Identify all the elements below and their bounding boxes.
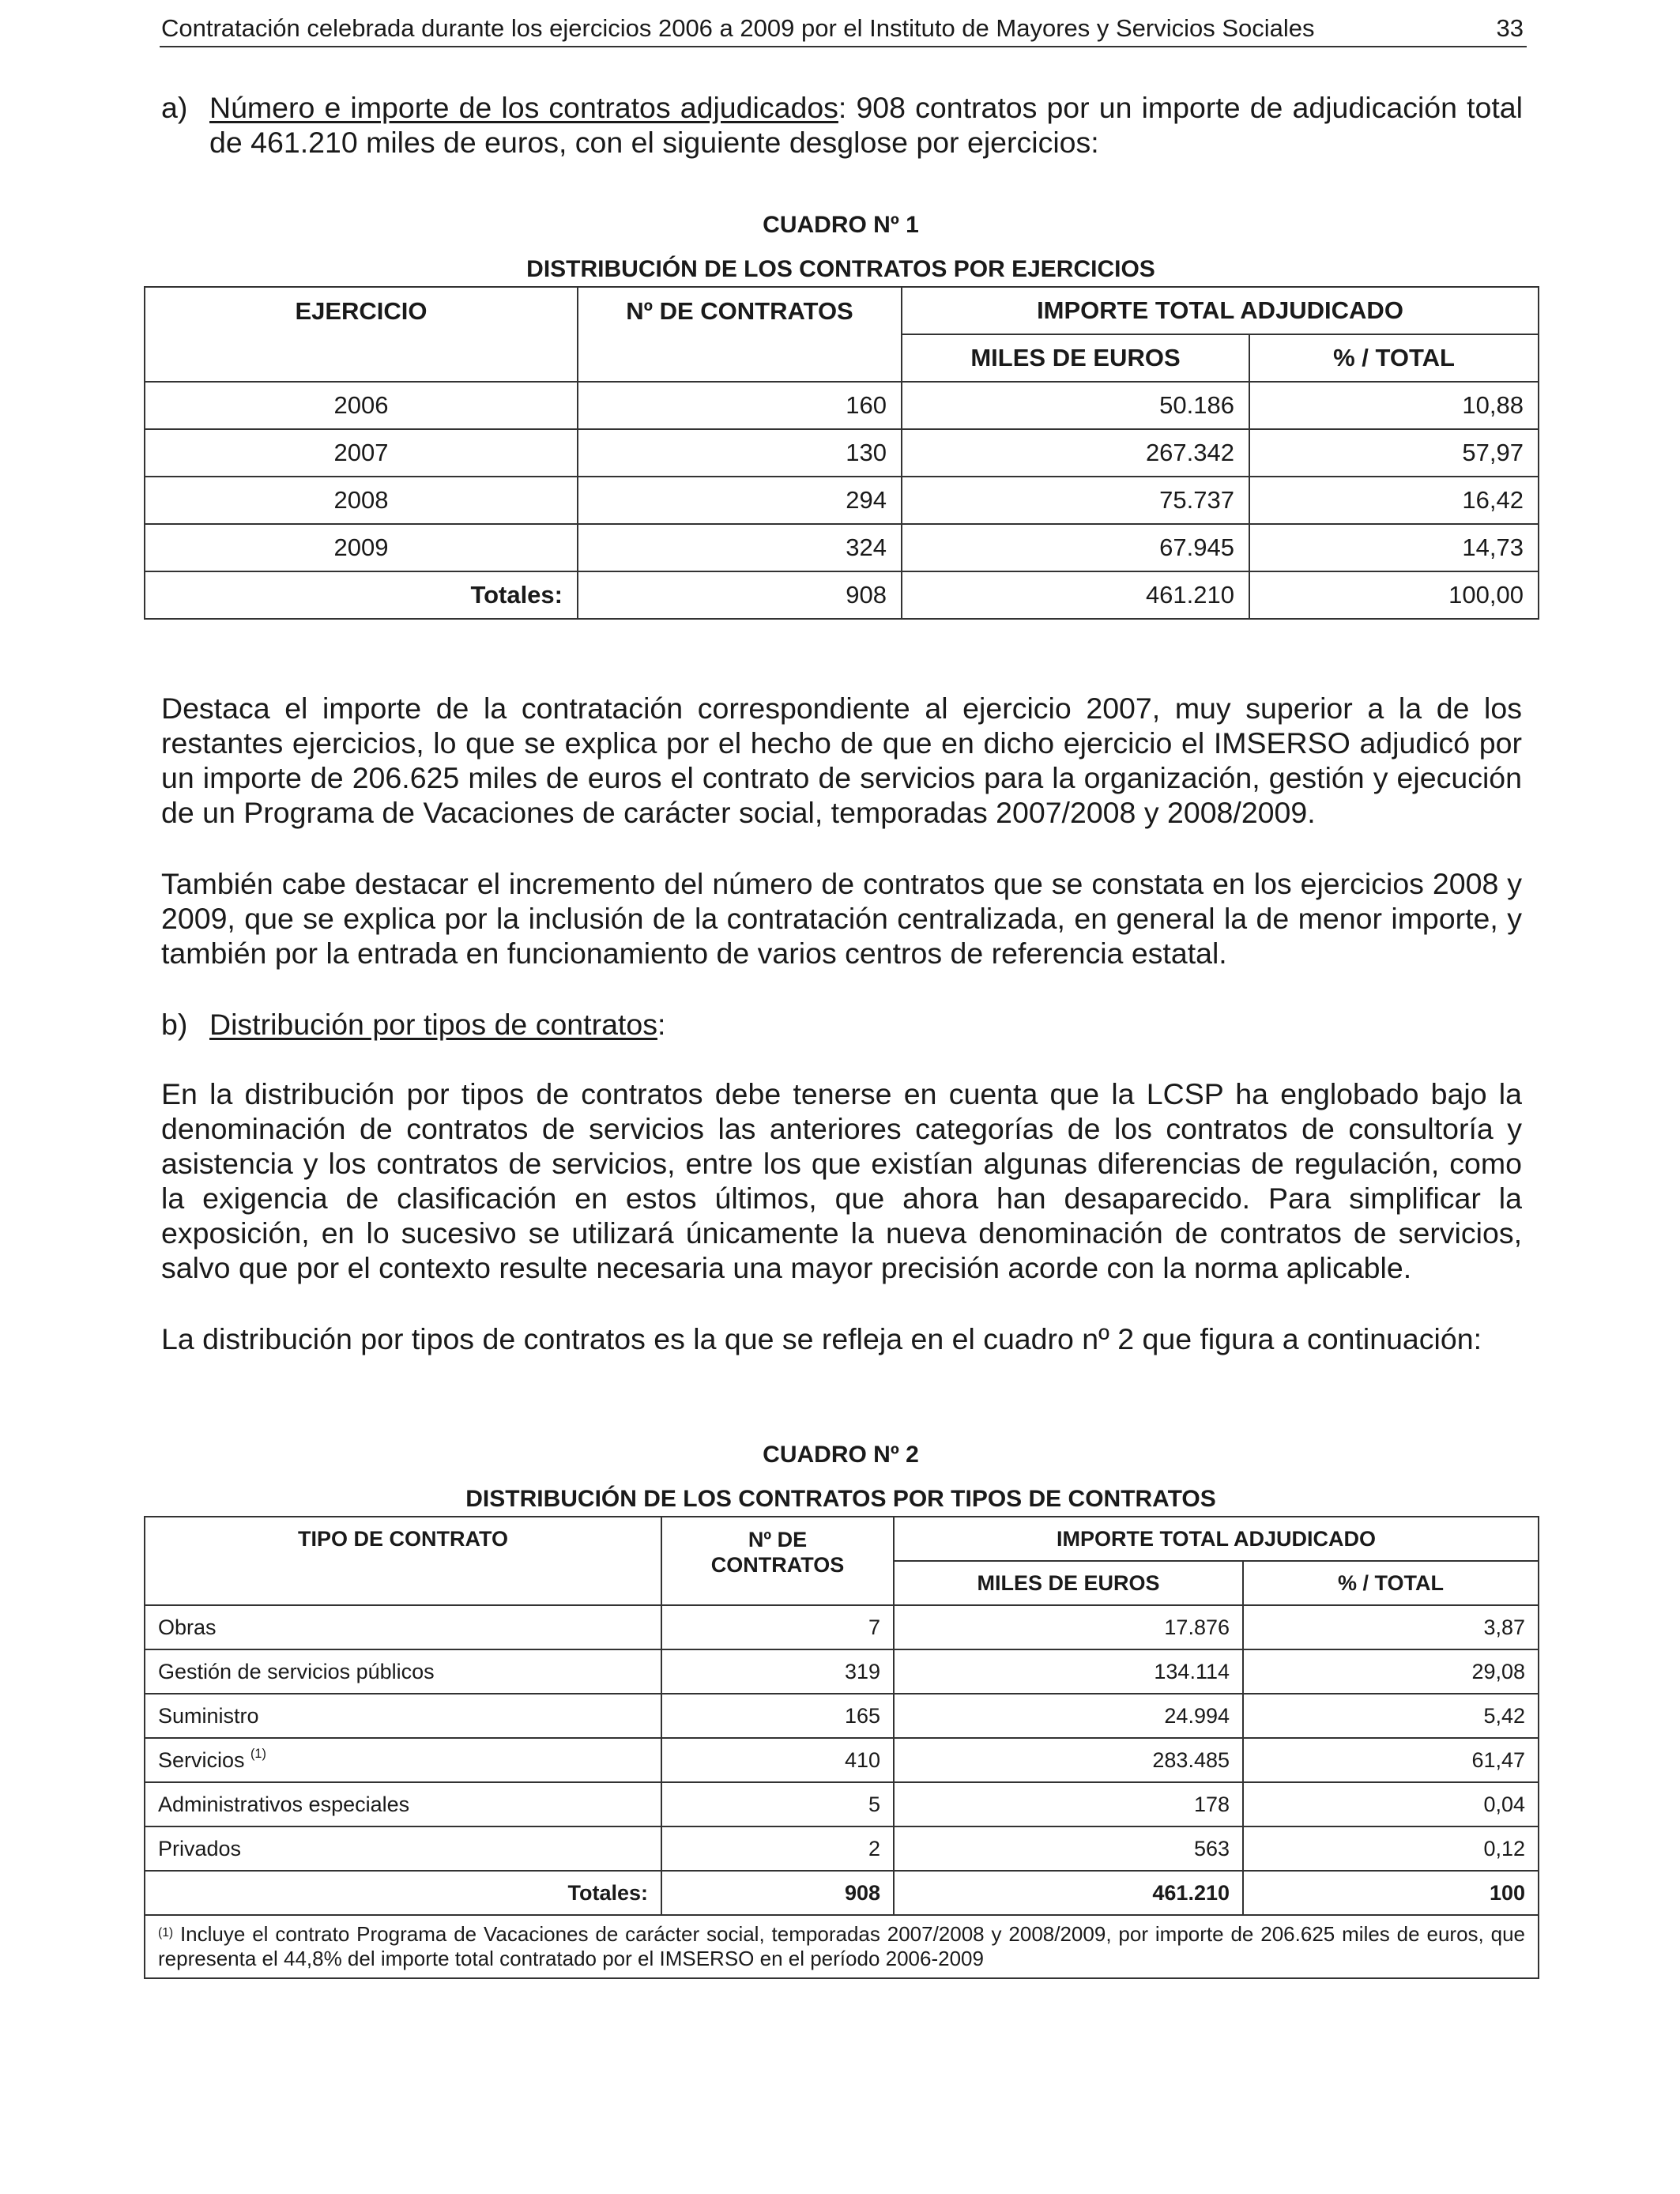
cell-pct: 3,87 [1243, 1605, 1539, 1649]
header-tipo: TIPO DE CONTRATO [145, 1517, 661, 1605]
header-miles: MILES DE EUROS [902, 334, 1249, 382]
cell-pct: 57,97 [1249, 429, 1539, 477]
footnote-text: Incluye el contrato Programa de Vacaciones de carácter social, temporadas 2007/2008 y 2008/2009, por importe de 206.625 miles de euros, que representa el 44,8% del importe total contratado por el IMSERSO en el período 2006-2009 [158, 1922, 1526, 1970]
table2-caption-title: DISTRIBUCIÓN DE LOS CONTRATOS POR TIPOS DE CONTRATOS [465, 1486, 1216, 1512]
header-pct: % / TOTAL [1249, 334, 1539, 382]
page-number: 33 [1496, 14, 1524, 42]
totals-row [145, 1871, 1539, 1915]
cell-amount: 134.114 [894, 1649, 1243, 1694]
type-label: Gestión de servicios públicos [158, 1659, 435, 1683]
header-contratos [661, 1517, 894, 1605]
header-ejercicio: EJERCICIO [145, 287, 578, 382]
type-label: Privados [158, 1836, 242, 1860]
cell-count: 5 [661, 1782, 894, 1826]
type-label: Servicios [158, 1747, 245, 1772]
page-header [160, 11, 1527, 47]
footnote-mark: (1) [158, 1926, 174, 1940]
cell-type [145, 1782, 661, 1826]
cell-count: 319 [661, 1649, 894, 1694]
table1-caption-title: DISTRIBUCIÓN DE LOS CONTRATOS POR EJERCICIOS [526, 256, 1155, 282]
table-row [145, 1782, 1539, 1826]
cell-count: 294 [578, 477, 902, 524]
footnote-ref: (1) [250, 1746, 266, 1761]
header-contratos-line2: CONTRATOS [710, 1553, 845, 1577]
table1-caption-number: CUADRO Nº 1 [763, 212, 919, 238]
cell-pct: 5,42 [1243, 1694, 1539, 1738]
cell-year: 2007 [145, 429, 578, 477]
cell-type [145, 1738, 661, 1782]
table-row [145, 524, 1539, 571]
table-row [145, 1605, 1539, 1649]
cell-pct: 16,42 [1249, 477, 1539, 524]
cell-type [145, 1605, 661, 1649]
cell-count: 160 [578, 382, 902, 429]
cell-amount: 178 [894, 1782, 1243, 1826]
totals-row [145, 571, 1539, 619]
cell-pct: 10,88 [1249, 382, 1539, 429]
section-a-body: : 908 contratos por un importe de adjudicación total de 461.210 miles de euros, con el siguiente desglose por ejercicios: [209, 91, 1523, 159]
total-pct: 100,00 [1249, 571, 1539, 619]
cell-pct: 29,08 [1243, 1649, 1539, 1694]
cell-count: 130 [578, 429, 902, 477]
header-title: Contratación celebrada durante los ejercicios 2006 a 2009 por el Instituto de Mayores y Servicios Sociales [161, 14, 1315, 42]
cell-type [145, 1694, 661, 1738]
contracts-by-year-table [144, 286, 1539, 620]
cell-amount: 24.994 [894, 1694, 1243, 1738]
table-row [145, 382, 1539, 429]
totals-label: Totales: [145, 1871, 661, 1915]
cell-type [145, 1826, 661, 1871]
cell-amount: 17.876 [894, 1605, 1243, 1649]
cell-count: 165 [661, 1694, 894, 1738]
total-count: 908 [578, 571, 902, 619]
section-a-text [209, 90, 1523, 160]
header-contratos-line1: Nº DE [748, 1528, 808, 1551]
table2-caption-number: CUADRO Nº 2 [763, 1442, 919, 1468]
table-row [145, 429, 1539, 477]
section-b-heading: Distribución por tipos de contratos [209, 1008, 657, 1041]
cell-pct: 0,12 [1243, 1826, 1539, 1871]
footnote [145, 1915, 1539, 1978]
paragraph-1: Destaca el importe de la contratación correspondiente al ejercicio 2007, muy superior a la de los restantes ejercicios, lo que se explica por el hecho de que en dicho ejercicio el IMSERSO adjudicó por un importe de 206.625 miles de euros el contrato de servicios para la organización, gestión y ejecución de un Programa de Vacaciones de carácter social, temporadas 2007/2008 y 2008/2009. [161, 692, 1522, 829]
header-miles: MILES DE EUROS [894, 1561, 1243, 1605]
total-count: 908 [661, 1871, 894, 1915]
section-a-label: a) [161, 91, 188, 124]
table-row [145, 1694, 1539, 1738]
header-contratos: Nº DE CONTRATOS [578, 287, 902, 382]
header-importe: IMPORTE TOTAL ADJUDICADO [902, 287, 1539, 334]
section-a-heading: Número e importe de los contratos adjudicados [209, 91, 838, 124]
section-b-label: b) [161, 1008, 188, 1041]
cell-pct: 0,04 [1243, 1782, 1539, 1826]
section-b-colon: : [657, 1008, 666, 1041]
cell-count: 410 [661, 1738, 894, 1782]
contracts-by-type-table [144, 1516, 1539, 1979]
totals-label: Totales: [145, 571, 578, 619]
cell-amount: 67.945 [902, 524, 1249, 571]
header-pct: % / TOTAL [1243, 1561, 1539, 1605]
table-row [145, 477, 1539, 524]
section-b-text [209, 1007, 1523, 1042]
type-label: Administrativos especiales [158, 1792, 410, 1816]
cell-type [145, 1649, 661, 1694]
table-row [145, 1826, 1539, 1871]
cell-year: 2008 [145, 477, 578, 524]
table-row [145, 1738, 1539, 1782]
type-label: Suministro [158, 1703, 259, 1728]
total-pct: 100 [1243, 1871, 1539, 1915]
cell-pct: 14,73 [1249, 524, 1539, 571]
paragraph-2: También cabe destacar el incremento del número de contratos que se constata en los ejercicios 2008 y 2009, que se explica por la inclusión de la contratación centralizada, en general la de menor importe, y también por la entrada en funcionamiento de varios centros de referencia estatal. [161, 867, 1522, 970]
footnote-row [145, 1915, 1539, 1978]
total-amount: 461.210 [902, 571, 1249, 619]
cell-count: 2 [661, 1826, 894, 1871]
cell-pct: 61,47 [1243, 1738, 1539, 1782]
header-importe: IMPORTE TOTAL ADJUDICADO [894, 1517, 1539, 1561]
total-amount: 461.210 [894, 1871, 1243, 1915]
cell-amount: 267.342 [902, 429, 1249, 477]
paragraph-3: En la distribución por tipos de contratos debe tenerse en cuenta que la LCSP ha englobado bajo la denominación de contratos de servicios las anteriores categorías de los contratos de consultoría y asistencia y los contratos de servicios, entre los que existían algunas diferencias de regulación, como la exigencia de clasificación en estos últimos, que ahora han desaparecido. Para simplificar la exposición, en lo sucesivo se utilizará únicamente la nueva denominación de contratos de servicios, salvo que por el contexto resulte necesaria una mayor precisión acorde con la norma aplicable. [161, 1077, 1522, 1284]
cell-year: 2009 [145, 524, 578, 571]
cell-amount: 563 [894, 1826, 1243, 1871]
cell-amount: 283.485 [894, 1738, 1243, 1782]
type-label: Obras [158, 1615, 217, 1639]
cell-count: 324 [578, 524, 902, 571]
cell-amount: 75.737 [902, 477, 1249, 524]
cell-count: 7 [661, 1605, 894, 1649]
cell-year: 2006 [145, 382, 578, 429]
cell-amount: 50.186 [902, 382, 1249, 429]
table-row [145, 1649, 1539, 1694]
paragraph-4: La distribución por tipos de contratos es la que se refleja en el cuadro nº 2 que figura a continuación: [161, 1322, 1482, 1355]
